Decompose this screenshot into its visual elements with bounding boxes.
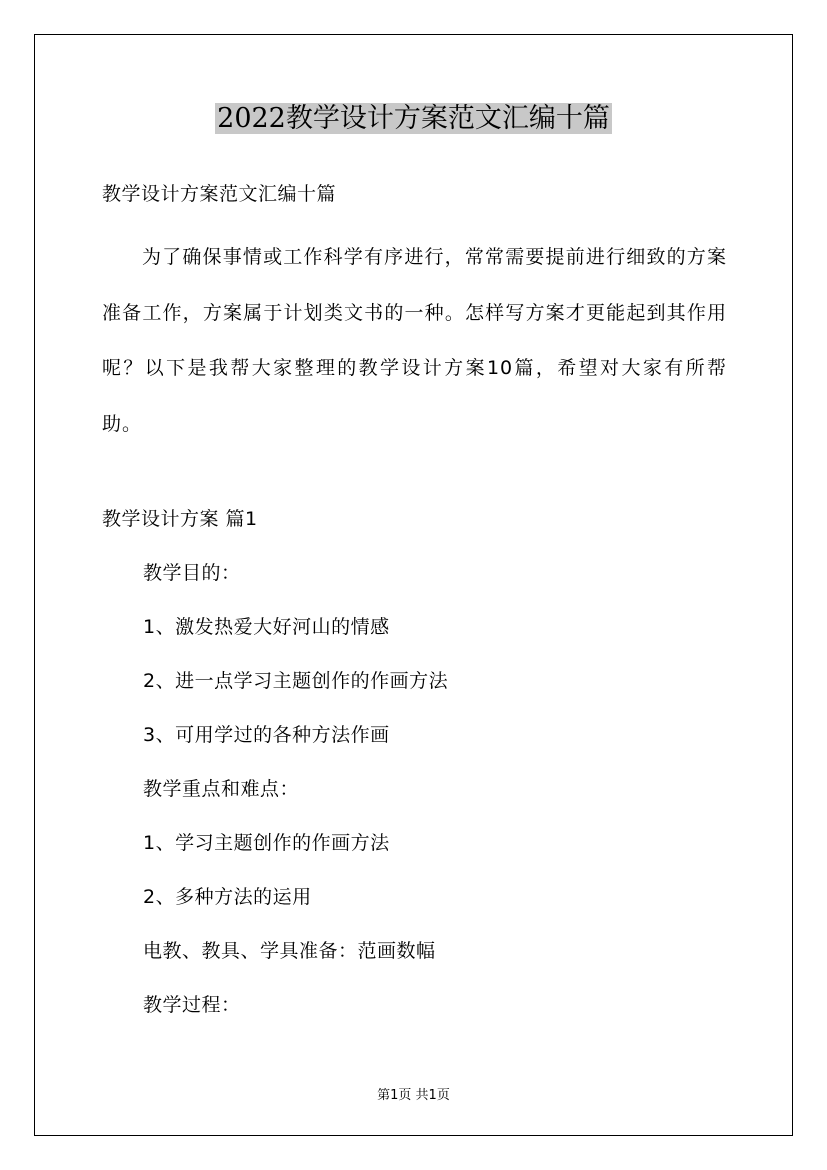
body-line: 电教、教具、学具准备：范画数幅 [143,940,436,962]
document-title [0,99,827,139]
body-line: 教学重点和难点： [143,778,300,800]
body-line: 3、可用学过的各种方法作画 [143,724,390,746]
body-line: 1、激发热爱大好河山的情感 [143,616,390,638]
body-line: 2、多种方法的运用 [143,886,312,908]
page-footer: 第1页 共1页 [377,1088,450,1103]
intro-paragraph: 为了确保事情或工作科学有序进行，常常需要提前进行细致的方案准备工作，方案属于计划类文书的一种。怎样写方案才更能起到其作用呢？以下是我帮大家整理的教学设计方案10篇，希望对大家有所帮助。 [102,246,727,435]
body-line: 1、学习主题创作的作画方法 [143,832,390,854]
subtitle: 教学设计方案范文汇编十篇 [102,183,337,205]
document-title-text: 2022教学设计方案范文汇编十篇 [217,103,610,134]
body-line: 教学目的： [143,562,241,584]
body-line: 教学过程： [143,994,241,1016]
body-line: 2、进一点学习主题创作的作画方法 [143,670,449,692]
section-heading: 教学设计方案 篇1 [102,508,258,530]
